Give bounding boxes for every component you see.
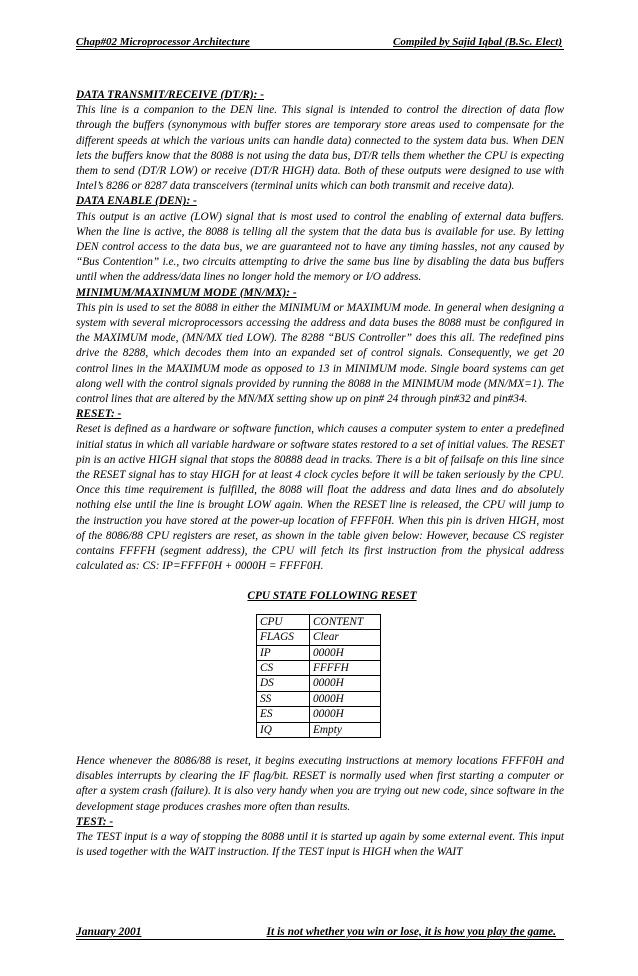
header-rule (76, 49, 564, 50)
table-row (257, 707, 381, 722)
page-header (76, 36, 564, 54)
section-body-mnmx: This pin is used to set the 8088 in either the MINIMUM or MAXIMUM mode. In general when designing a system with several microprocessors accessing the address and data buses the 8088 must be configured in the MAXIMUM mode, (MN/MX tied LOW). The 8288 “BUS Controller” does this all. The redefined pins drive the 8288, which decodes them into an expanded set of control signals. Consequently, we get 20 control lines in the MAXIMUM mode as opposed to 13 in MINIMUM mode. Single board systems can get along well with the control signals provided by running the 8088 in the MINIMUM mode (MN/MX=1). The control lines that are altered by the MN/MX setting show up on pin# 24 through pin#32 and pin#34. (76, 301, 564, 406)
header-author: Compiled by Sajid Iqbal (B.Sc. Elect) (393, 36, 562, 48)
page-content (76, 88, 564, 860)
table-cell: 0000H (310, 676, 381, 691)
section-body-den: This output is an active (LOW) signal that is most used to control the enabling of external data buffers. When the line is active, the 8088 is telling all the system that the data bus is available for use. By letting DEN control access to the data bus, we are guaranteed not to have any timing hassles, not any caused by “Bus Contention” i.e., two circuits attempting to drive the same bus line by disabling the data bus buffers until when the address/data lines no longer hold the memory or I/O address. (76, 210, 564, 284)
table-row (257, 630, 381, 645)
table-cell: 0000H (310, 645, 381, 660)
table-cell: IP (257, 645, 310, 660)
table-cell: ES (257, 707, 310, 722)
table-cell: IQ (257, 722, 310, 737)
table-cell: Clear (310, 630, 381, 645)
table-cell: FFFFH (310, 660, 381, 675)
section-body-test: The TEST input is a way of stopping the 8088 until it is started up again by some external event. This input is used together with the WAIT instruction. If the TEST input is HIGH when the WAIT (76, 830, 564, 859)
section-heading-mnmx: MINIMUM/MAXINMUM MODE (MN/MX): - (76, 286, 297, 299)
table-cell: SS (257, 691, 310, 706)
after-table-paragraph: Hence whenever the 8086/88 is reset, it begins executing instructions at memory locations FFFF0H and disables interrupts by clearing the IF flag/bit. RESET is normally used when first starting a computer or after a system crash (failure). It is also very handy when you are trying out new code, since software in the development stage produces crashes more often than results. (76, 754, 564, 813)
footer-date: January 2001 (76, 926, 142, 938)
table-cell: 0000H (310, 707, 381, 722)
table-cell: CS (257, 660, 310, 675)
table-header-cell: CPU (257, 614, 310, 629)
page-footer (76, 926, 564, 942)
footer-rule (76, 939, 564, 940)
header-chapter-title: Chap#02 Microprocessor Architecture (76, 36, 250, 48)
section-body-dtr: This line is a companion to the DEN line. This signal is intended to control the direction of data flow through the buffers (synonymous with buffer stores are temporary store areas used to compensate for the different speeds at which the various units can handle data) connected to the system data bus. When DEN lets the buffers know that the 8088 is not using the data bus, DT/R tells them whether the CPU is expecting them to send (DT/R LOW) or receive (DT/R HIGH) data. Both of these outputs were designed to use with Intel’s 8286 or 8287 data transceivers (terminal units which can both transmit and receive data). (76, 104, 564, 193)
section-heading-den: DATA ENABLE (DEN): - (76, 195, 197, 208)
footer-quote: It is not whether you win or lose, it is how you play the game. (266, 926, 556, 938)
section-body-reset: Reset is defined as a hardware or software function, which causes a computer system to enter a predefined initial status in which all variable hardware or software states restored to a set of initial values. The RESET pin is an active HIGH signal that stops the 80888 dead in tracks. There is a bit of failsafe on this line since the RESET signal has to stay HIGH for at least 4 clock cycles before it will be taken seriously by the CPU. Once this time requirement is fulfilled, the 8088 will float the address and data lines and do absolutely nothing else until the line is brought LOW again. When the RESET line is released, the CPU will jump to the instruction you have stored at the power-up location of FFFF0H. When this pin is driven HIGH, most of the 8086/88 CPU registers are reset, as shown in the table given below: However, because CS register contains FFFFH (segment address), the CPU will fetch its first instruction from the physical address calculated as: CS: IP=FFFF0H + 0000H = FFFF0H. (76, 423, 564, 573)
table-title: CPU STATE FOLLOWING RESET (247, 589, 417, 602)
table-cell: Empty (310, 722, 381, 737)
table-cell: DS (257, 676, 310, 691)
table-row (257, 660, 381, 675)
table-row (257, 691, 381, 706)
table-row (257, 645, 381, 660)
table-row (257, 722, 381, 737)
table-row (257, 676, 381, 691)
table-header-row (257, 614, 381, 629)
table-cell: FLAGS (257, 630, 310, 645)
table-cell: 0000H (310, 691, 381, 706)
cpu-reset-table (256, 614, 381, 738)
section-heading-test: TEST: - (76, 815, 114, 828)
table-header-cell: CONTENT (310, 614, 381, 629)
section-heading-reset: RESET: - (76, 408, 122, 421)
section-heading-dtr: DATA TRANSMIT/RECEIVE (DT/R): - (76, 89, 265, 101)
